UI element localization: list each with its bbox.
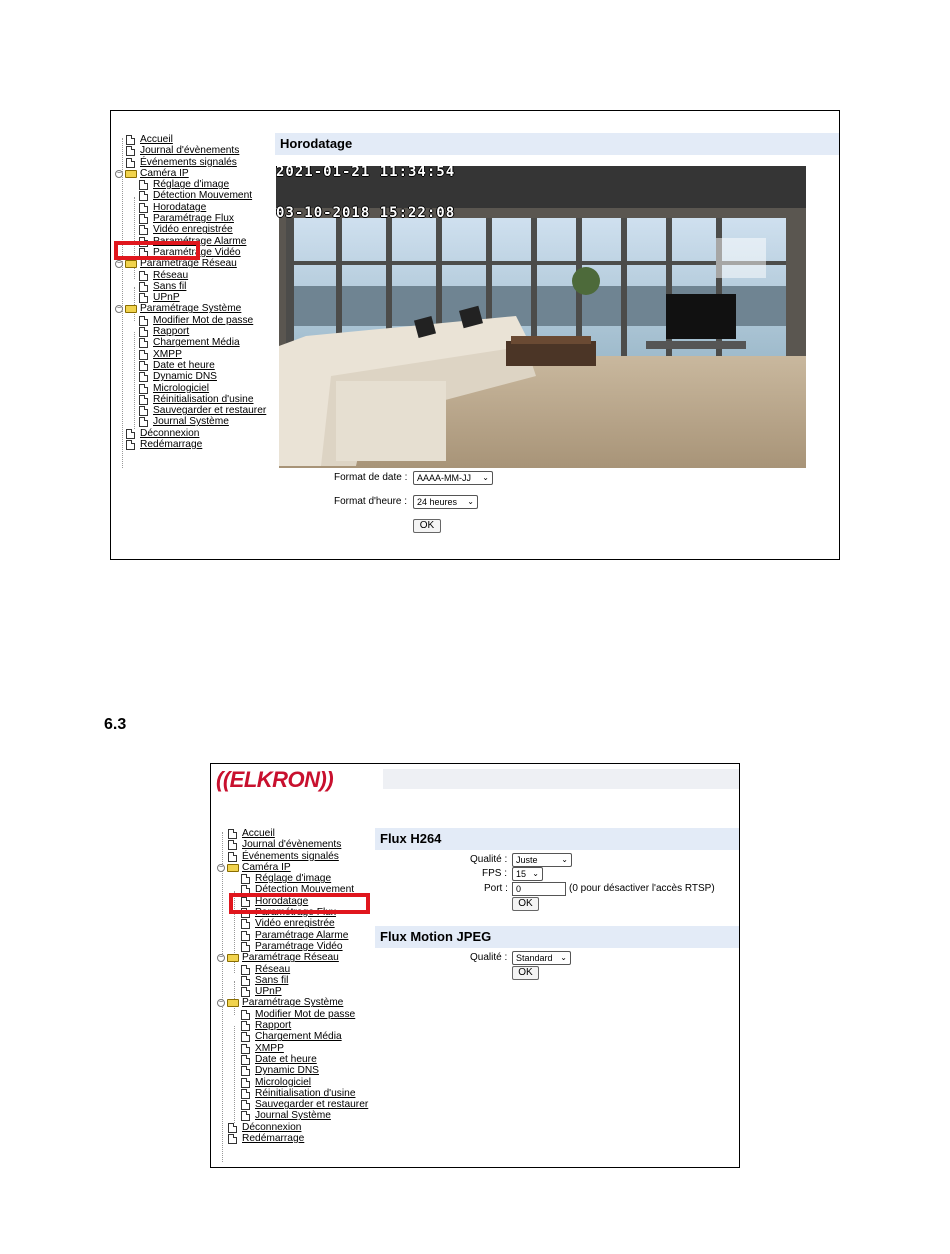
document-icon bbox=[139, 395, 148, 405]
menu-chargement-media[interactable]: Chargement Média bbox=[255, 1031, 342, 1043]
document-icon bbox=[241, 1044, 250, 1054]
document-icon bbox=[228, 1123, 237, 1133]
document-icon bbox=[139, 361, 148, 371]
menu-parametrage-video[interactable]: Paramétrage Vidéo bbox=[255, 940, 343, 952]
menu-parametrage-flux[interactable]: Paramétrage Flux bbox=[255, 907, 336, 919]
menu-video-enregistree[interactable]: Vidéo enregistrée bbox=[153, 224, 233, 236]
folder-icon bbox=[125, 305, 137, 313]
time-format-select[interactable] bbox=[413, 495, 478, 509]
menu-parametrage-reseau[interactable]: Paramétrage Réseau bbox=[140, 258, 237, 270]
document-icon bbox=[139, 271, 148, 281]
time-format-value: 24 heures bbox=[417, 497, 458, 507]
document-icon bbox=[139, 372, 148, 382]
menu-parametrage-video[interactable]: Paramétrage Vidéo bbox=[153, 246, 241, 258]
menu-camera-ip[interactable]: Caméra IP bbox=[242, 861, 291, 873]
menu-reglage-image[interactable]: Réglage d'image bbox=[153, 179, 230, 191]
menu-video-enregistree[interactable]: Vidéo enregistrée bbox=[255, 918, 335, 930]
menu-reglage-image[interactable]: Réglage d'image bbox=[255, 873, 332, 885]
menu-sauvegarder[interactable]: Sauvegarder et restaurer bbox=[255, 1099, 369, 1111]
folder-icon bbox=[125, 170, 137, 178]
menu-reseau[interactable]: Réseau bbox=[153, 269, 189, 281]
document-icon bbox=[126, 135, 135, 145]
menu-parametrage-alarme[interactable]: Paramétrage Alarme bbox=[153, 235, 247, 247]
fps-value: 15 bbox=[516, 869, 527, 879]
document-icon bbox=[139, 214, 148, 224]
menu-reseau[interactable]: Réseau bbox=[255, 963, 291, 975]
menu-accueil[interactable]: Accueil bbox=[140, 134, 173, 145]
menu-journal-systeme[interactable]: Journal Système bbox=[255, 1110, 331, 1122]
document-icon bbox=[139, 293, 148, 303]
qualite-select[interactable] bbox=[512, 853, 572, 867]
document-icon bbox=[228, 840, 237, 850]
menu-sans-fil[interactable]: Sans fil bbox=[255, 974, 289, 986]
chevron-down-icon: ⌄ bbox=[482, 473, 489, 482]
document-icon bbox=[241, 1089, 250, 1099]
qualite-value: Juste bbox=[516, 855, 538, 865]
menu-detection-mouvement[interactable]: Détection Mouvement bbox=[153, 190, 253, 202]
document-icon bbox=[126, 146, 135, 156]
menu-sauvegarder[interactable]: Sauvegarder et restaurer bbox=[153, 405, 267, 417]
document-icon bbox=[241, 987, 250, 997]
menu-evenements[interactable]: Événements signalés bbox=[140, 156, 237, 168]
document-icon bbox=[241, 965, 250, 975]
document-icon bbox=[139, 338, 148, 348]
folder-icon bbox=[125, 260, 137, 268]
menu-parametrage-reseau[interactable]: Paramétrage Réseau bbox=[242, 952, 339, 964]
menu-dynamic-dns[interactable]: Dynamic DNS bbox=[153, 371, 217, 383]
time-format-label: Format d'heure : bbox=[334, 496, 408, 507]
menu-date-heure[interactable]: Date et heure bbox=[153, 359, 215, 371]
menu-journal[interactable]: Journal d'évènements bbox=[242, 839, 342, 851]
timestamp-overlay-top: 2021-01-21 11:34:54 bbox=[276, 166, 456, 180]
menu-redemarrage[interactable]: Redémarrage bbox=[242, 1133, 305, 1145]
collapse-icon[interactable]: − bbox=[218, 954, 224, 962]
nav-tree bbox=[215, 828, 380, 1144]
h264-title: Flux H264 bbox=[375, 828, 740, 850]
page-title: Horodatage bbox=[275, 133, 840, 155]
nav-tree bbox=[115, 134, 275, 450]
document-icon bbox=[241, 1078, 250, 1088]
chevron-down-icon: ⌄ bbox=[560, 953, 567, 962]
fps-select[interactable] bbox=[512, 867, 543, 881]
screenshot-flux bbox=[210, 763, 740, 1168]
folder-icon bbox=[227, 999, 239, 1007]
document-icon bbox=[139, 327, 148, 337]
document-icon bbox=[228, 1134, 237, 1144]
menu-upnp[interactable]: UPnP bbox=[255, 986, 282, 998]
collapse-icon[interactable]: − bbox=[218, 863, 224, 871]
port-input[interactable]: 0 bbox=[512, 882, 566, 896]
document-icon bbox=[139, 191, 148, 201]
folder-icon bbox=[227, 954, 239, 962]
mjpeg-ok-button[interactable]: OK bbox=[512, 966, 539, 980]
document-icon bbox=[241, 1021, 250, 1031]
menu-xmpp[interactable]: XMPP bbox=[153, 348, 182, 360]
qualite-label: Qualité : bbox=[470, 854, 508, 865]
document-icon bbox=[139, 384, 148, 394]
collapse-icon[interactable]: − bbox=[116, 260, 122, 268]
screenshot-horodatage bbox=[110, 110, 840, 560]
menu-modifier-mot-de-passe[interactable]: Modifier Mot de passe bbox=[255, 1008, 356, 1020]
chevron-down-icon: ⌄ bbox=[561, 855, 568, 864]
port-label: Port : bbox=[484, 883, 508, 894]
menu-camera-ip[interactable]: Caméra IP bbox=[140, 167, 189, 179]
document-icon bbox=[139, 406, 148, 416]
document-icon bbox=[228, 829, 237, 839]
document-icon bbox=[241, 1032, 250, 1042]
header-band bbox=[383, 769, 740, 789]
menu-rapport[interactable]: Rapport bbox=[255, 1020, 292, 1032]
menu-horodatage[interactable]: Horodatage bbox=[255, 895, 309, 907]
fps-label: FPS : bbox=[482, 868, 508, 879]
ok-button[interactable]: OK bbox=[413, 519, 441, 533]
menu-date-heure[interactable]: Date et heure bbox=[255, 1053, 317, 1065]
document-icon bbox=[139, 203, 148, 213]
menu-detection-mouvement[interactable]: Détection Mouvement bbox=[255, 884, 355, 896]
mjpeg-qualite-label: Qualité : bbox=[470, 952, 508, 963]
menu-journal[interactable]: Journal d'évènements bbox=[140, 145, 240, 157]
h264-ok-button[interactable]: OK bbox=[512, 897, 539, 911]
menu-journal-systeme[interactable]: Journal Système bbox=[153, 416, 229, 428]
document-icon bbox=[139, 417, 148, 427]
highlight-box bbox=[114, 241, 200, 260]
camera-snapshot bbox=[276, 166, 806, 468]
document-icon bbox=[139, 225, 148, 235]
document-icon bbox=[228, 852, 237, 862]
document-icon bbox=[241, 1111, 250, 1121]
folder-icon bbox=[227, 864, 239, 872]
menu-rapport[interactable]: Rapport bbox=[153, 326, 190, 338]
menu-evenements[interactable]: Événements signalés bbox=[242, 850, 339, 862]
document-icon bbox=[241, 1066, 250, 1076]
mjpeg-qualite-select[interactable] bbox=[512, 951, 571, 965]
menu-reinitialisation[interactable]: Réinitialisation d'usine bbox=[255, 1087, 356, 1099]
menu-parametrage-systeme[interactable]: Paramétrage Système bbox=[242, 997, 344, 1009]
document-icon bbox=[139, 316, 148, 326]
document-icon bbox=[139, 282, 148, 292]
menu-parametrage-alarme[interactable]: Paramétrage Alarme bbox=[255, 929, 349, 941]
document-icon bbox=[241, 976, 250, 986]
collapse-icon[interactable]: − bbox=[218, 999, 224, 1007]
date-format-label: Format de date : bbox=[334, 472, 408, 483]
collapse-icon[interactable]: − bbox=[116, 169, 122, 177]
menu-micrologiciel[interactable]: Micrologiciel bbox=[153, 382, 210, 394]
document-icon bbox=[241, 1010, 250, 1020]
date-format-value: AAAA-MM-JJ bbox=[417, 473, 471, 483]
menu-parametrage-systeme[interactable]: Paramétrage Système bbox=[140, 303, 242, 315]
document-icon bbox=[126, 429, 135, 439]
menu-dynamic-dns[interactable]: Dynamic DNS bbox=[255, 1065, 319, 1077]
menu-reinitialisation[interactable]: Réinitialisation d'usine bbox=[153, 393, 254, 405]
date-format-select[interactable] bbox=[413, 471, 493, 485]
menu-deconnexion[interactable]: Déconnexion bbox=[242, 1121, 302, 1133]
document-icon bbox=[241, 1100, 250, 1110]
document-icon bbox=[241, 931, 250, 941]
document-icon bbox=[241, 1055, 250, 1065]
mjpeg-title: Flux Motion JPEG bbox=[375, 926, 740, 948]
port-hint: (0 pour désactiver l'accès RTSP) bbox=[569, 883, 715, 894]
menu-modifier-mot-de-passe[interactable]: Modifier Mot de passe bbox=[153, 314, 254, 326]
menu-upnp[interactable]: UPnP bbox=[153, 292, 180, 304]
menu-micrologiciel[interactable]: Micrologiciel bbox=[255, 1076, 312, 1088]
menu-chargement-media[interactable]: Chargement Média bbox=[153, 337, 240, 349]
document-icon bbox=[126, 440, 135, 450]
document-icon bbox=[241, 942, 250, 952]
menu-accueil[interactable]: Accueil bbox=[242, 828, 275, 839]
menu-xmpp[interactable]: XMPP bbox=[255, 1042, 284, 1054]
elkron-logo: ((ELKRON)) bbox=[216, 767, 334, 792]
mjpeg-qualite-value: Standard bbox=[516, 953, 553, 963]
document-icon bbox=[139, 180, 148, 190]
chevron-down-icon: ⌄ bbox=[467, 497, 474, 506]
menu-horodatage[interactable]: Horodatage bbox=[153, 201, 207, 213]
menu-redemarrage[interactable]: Redémarrage bbox=[140, 439, 203, 451]
menu-parametrage-flux[interactable]: Paramétrage Flux bbox=[153, 213, 234, 225]
document-icon bbox=[241, 919, 250, 929]
collapse-icon[interactable]: − bbox=[116, 305, 122, 313]
document-icon bbox=[139, 350, 148, 360]
menu-deconnexion[interactable]: Déconnexion bbox=[140, 427, 200, 439]
document-icon bbox=[126, 158, 135, 168]
section-number: 6.3 bbox=[104, 716, 127, 733]
highlight-box bbox=[229, 893, 370, 914]
document-icon bbox=[241, 874, 250, 884]
menu-sans-fil[interactable]: Sans fil bbox=[153, 280, 187, 292]
chevron-down-icon: ⌄ bbox=[532, 869, 539, 878]
timestamp-overlay-bottom: 03-10-2018 15:22:08 bbox=[276, 205, 456, 221]
